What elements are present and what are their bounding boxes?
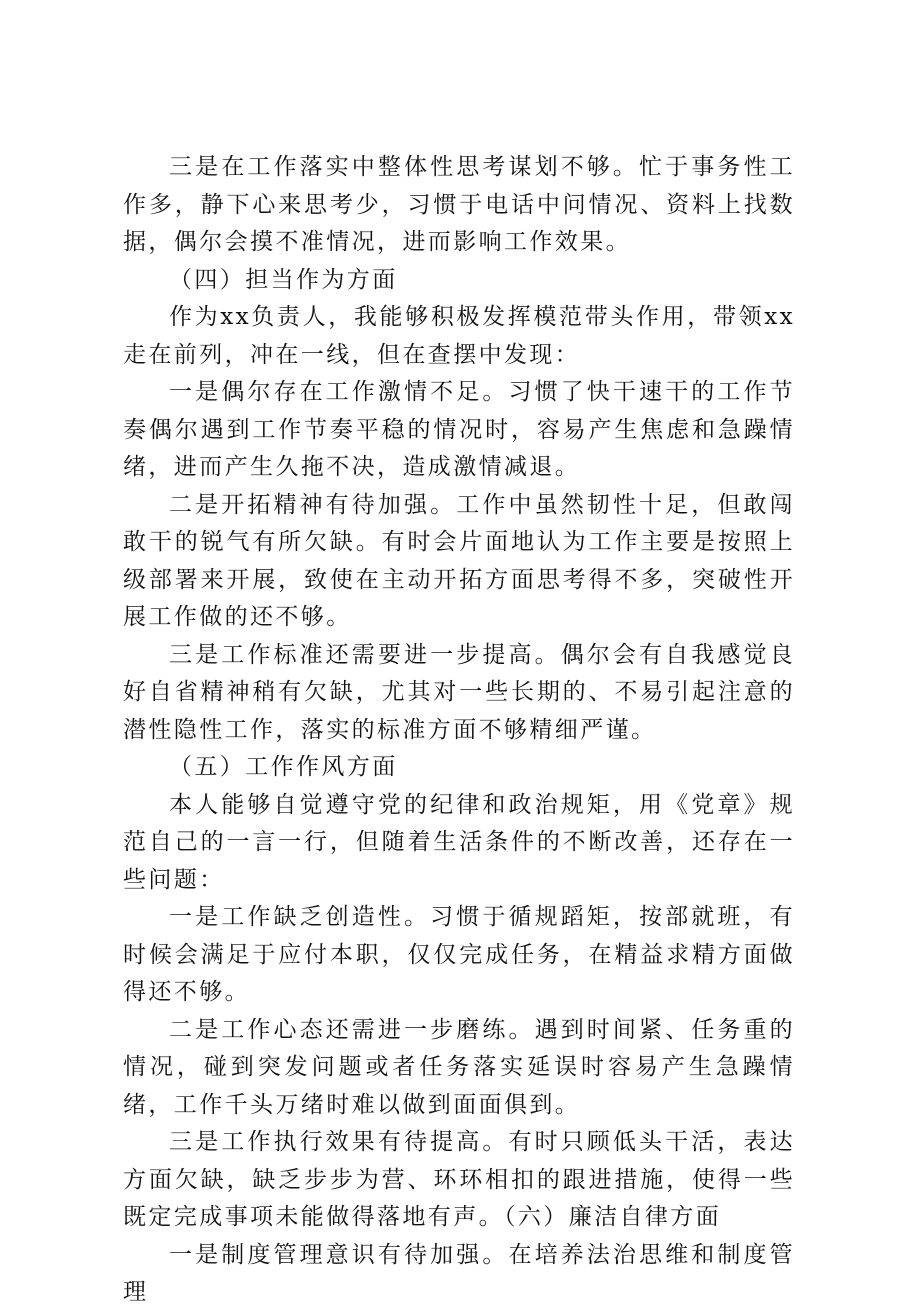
paragraph-5: 三是工作标准还需要进一步提高。偶尔会有自我感觉良好自省精神稍有欠缺，尤其对一些长期的、不易引起注意的潜性隐性工作，落实的标准方面不够精细严谨。 <box>123 641 795 743</box>
paragraph-4: 二是开拓精神有待加强。工作中虽然韧性十足，但敢闯敢干的锐气有所欠缺。有时会片面地认为工作主要是按照上级部署来开展，致使在主动开拓方面思考得不多，突破性开展工作做的还不够。 <box>123 491 795 630</box>
paragraph-7: 一是工作缺乏创造性。习惯于循规蹈矩，按部就班，有时候会满足于应付本职，仅仅完成任务，在精益求精方面做得还不够。 <box>123 904 795 1005</box>
section-heading-4: （四）担当作为方面 <box>169 266 398 293</box>
paragraph-3: 一是偶尔存在工作激情不足。习惯了快干速干的工作节奏偶尔遇到工作节奏平稳的情况时，容易产生焦虑和急躁情绪，进而产生久拖不决，造成激情减退。 <box>123 379 795 480</box>
paragraph-6: 本人能够自觉遵守党的纪律和政治规矩，用《党章》规范自己的一言一行，但随着生活条件的不断改善，还存在一些问题： <box>123 791 795 893</box>
paragraph-1: 三是在工作落实中整体性思考谋划不够。忙于事务性工作多，静下心来思考少，习惯于电话中问情况、资料上找数据，偶尔会摸不准情况，进而影响工作效果。 <box>123 154 795 255</box>
document-body <box>123 149 795 1312</box>
paragraph-10: 一是制度管理意识有待加强。在培养法治思维和制度管理 <box>123 1241 795 1305</box>
paragraph-9: 三是工作执行效果有待提高。有时只顾低头干活，表达方面欠缺，缺乏步步为营、环环相扣的跟进措施，使得一些既定完成事项未能做得落地有声。（六）廉洁自律方面 <box>123 1129 795 1230</box>
paragraph-2: 作为xx负责人，我能够积极发挥模范带头作用，带领xx走在前列，冲在一线，但在查摆中发现： <box>123 304 795 368</box>
paragraph-8: 二是工作心态还需进一步磨练。遇到时间紧、任务重的情况，碰到突发问题或者任务落实延误时容易产生急躁情绪，工作千头万绪时难以做到面面俱到。 <box>123 1016 795 1118</box>
section-heading-5: （五）工作作风方面 <box>169 754 398 780</box>
